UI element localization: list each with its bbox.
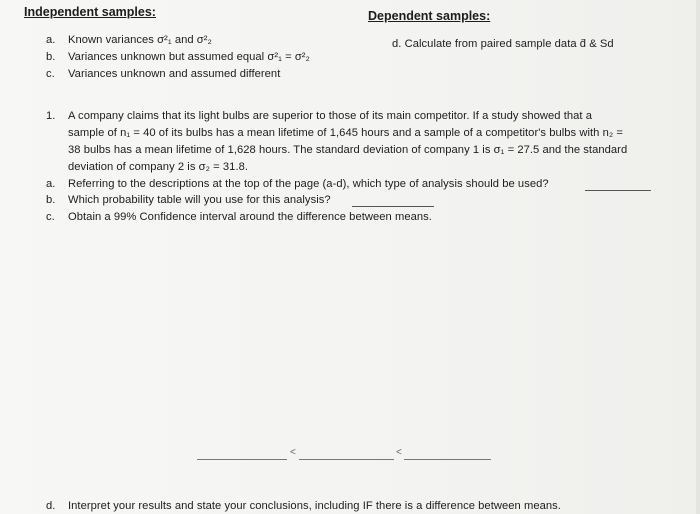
problem-line-4: deviation of company 2 is σ₂ = 31.8.	[68, 161, 249, 173]
answer-blank-b[interactable]	[352, 206, 434, 207]
question-d	[46, 500, 561, 512]
item-label: a.	[46, 34, 56, 46]
question-label: d.	[46, 500, 56, 512]
ci-lower-blank[interactable]	[197, 459, 287, 460]
ci-less-than-1: <	[290, 447, 296, 458]
dependent-item-d: d. Calculate from paired sample data d̄ & Sd	[392, 38, 614, 50]
ci-difference-blank[interactable]	[299, 459, 394, 460]
ci-upper-blank[interactable]	[404, 459, 491, 460]
question-text: Which probability table will you use for this analysis?	[68, 194, 331, 206]
question-label: a.	[46, 178, 56, 190]
dependent-samples-heading: Dependent samples:	[368, 9, 491, 23]
independent-samples-heading: Independent samples:	[24, 5, 156, 19]
question-b	[46, 194, 331, 206]
item-label: c.	[46, 68, 55, 80]
item-label: b.	[46, 51, 56, 63]
answer-blank-a[interactable]	[585, 190, 651, 191]
item-text: Variances unknown but assumed equal σ²₁ = σ²₂	[68, 51, 310, 63]
item-text: Known variances σ²₁ and σ²₂	[68, 34, 212, 46]
question-text: Obtain a 99% Confidence interval around the difference between means.	[68, 211, 432, 223]
question-text: Interpret your results and state your conclusions, including IF there is a difference between means.	[68, 500, 561, 512]
question-label: c.	[46, 211, 55, 223]
independent-item-b	[46, 51, 310, 63]
problem-line-3: 38 bulbs has a mean lifetime of 1,628 hours. The standard deviation of company 1 is σ₁ = 27.5 and the standard	[68, 144, 628, 156]
item-text: Variances unknown and assumed different	[68, 68, 281, 80]
question-label: b.	[46, 194, 56, 206]
ci-less-than-2: <	[396, 447, 402, 458]
independent-item-c	[46, 68, 280, 80]
problem-line-2: sample of n₁ = 40 of its bulbs has a mean lifetime of 1,645 hours and a sample of a competitor's bulbs with n₂ =	[68, 127, 624, 139]
question-text: Referring to the descriptions at the top of the page (a-d), which type of analysis should be used?	[68, 178, 549, 190]
page-edge-shadow	[696, 0, 700, 514]
independent-item-a	[46, 34, 212, 46]
problem-number: 1.	[46, 110, 56, 122]
problem-line-1: A company claims that its light bulbs are superior to those of its main competitor. If a study showed that a	[68, 110, 593, 122]
question-a	[46, 178, 549, 190]
question-c	[46, 211, 432, 223]
